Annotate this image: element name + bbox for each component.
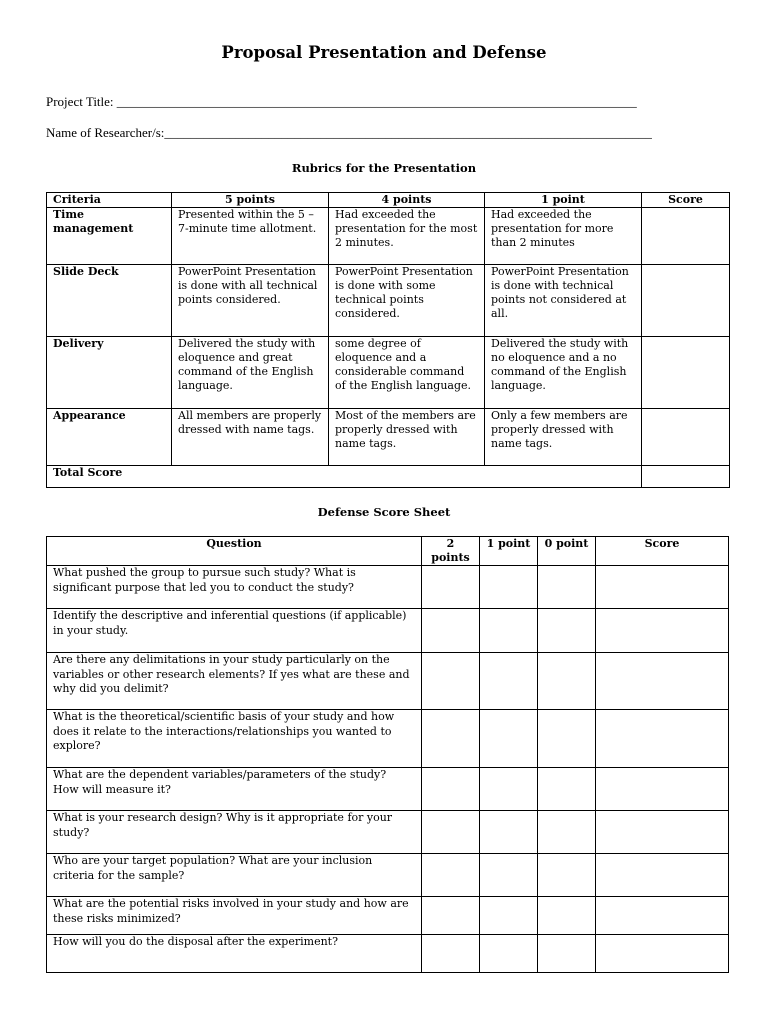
- two-points-cell[interactable]: [422, 935, 480, 973]
- header-criteria: Criteria: [47, 193, 172, 208]
- five-points-cell: Presented within the 5 – 7-minute time allotment.: [172, 208, 329, 265]
- question-row: [47, 897, 729, 935]
- criteria-cell: Slide Deck: [47, 265, 172, 337]
- five-points-cell: Delivered the study with eloquence and great command of the English language.: [172, 337, 329, 409]
- two-points-cell[interactable]: [422, 768, 480, 811]
- header-5-points: 5 points: [172, 193, 329, 208]
- header-2-points: 2 points: [422, 537, 480, 566]
- one-point-cell[interactable]: [480, 854, 538, 897]
- rubrics-table: [46, 192, 730, 488]
- score-cell[interactable]: [642, 265, 730, 337]
- four-points-cell: Most of the members are properly dressed with name tags.: [329, 409, 485, 466]
- question-row: [47, 935, 729, 973]
- score-cell[interactable]: [596, 653, 729, 710]
- four-points-cell: PowerPoint Presentation is done with some technical points considered.: [329, 265, 485, 337]
- zero-point-cell[interactable]: [538, 935, 596, 973]
- criteria-cell: Delivery: [47, 337, 172, 409]
- two-points-cell[interactable]: [422, 811, 480, 854]
- question-row: [47, 609, 729, 653]
- header-score: Score: [642, 193, 730, 208]
- defense-table: [46, 536, 729, 973]
- question-text: What are the potential risks involved in your study and how are these risks minimized?: [47, 897, 422, 935]
- two-points-cell[interactable]: [422, 897, 480, 935]
- header-0-point: 0 point: [538, 537, 596, 566]
- score-cell[interactable]: [642, 337, 730, 409]
- zero-point-cell[interactable]: [538, 710, 596, 768]
- one-point-cell[interactable]: [480, 609, 538, 653]
- two-points-cell[interactable]: [422, 653, 480, 710]
- question-row: [47, 566, 729, 609]
- score-cell[interactable]: [642, 409, 730, 466]
- document-title: Proposal Presentation and Defense: [221, 43, 547, 62]
- one-point-cell[interactable]: [480, 653, 538, 710]
- header-4-points: 4 points: [329, 193, 485, 208]
- zero-point-cell[interactable]: [538, 566, 596, 609]
- score-cell[interactable]: [596, 710, 729, 768]
- question-text: What is the theoretical/scientific basis of your study and how does it relate to the interactions/relationships you wanted to explore?: [47, 710, 422, 768]
- question-text: How will you do the disposal after the experiment?: [47, 935, 422, 973]
- question-text: What pushed the group to pursue such study? What is significant purpose that led you to conduct the study?: [47, 566, 422, 609]
- rubrics-header-row: [47, 193, 730, 208]
- one-point-cell[interactable]: [480, 935, 538, 973]
- four-points-cell: some degree of eloquence and a considerable command of the English language.: [329, 337, 485, 409]
- one-point-cell[interactable]: [480, 768, 538, 811]
- score-cell[interactable]: [596, 811, 729, 854]
- two-points-cell[interactable]: [422, 854, 480, 897]
- defense-header-row: [47, 537, 729, 566]
- rubric-row: [47, 208, 730, 265]
- score-cell[interactable]: [596, 935, 729, 973]
- criteria-cell: Time management: [47, 208, 172, 265]
- question-row: [47, 854, 729, 897]
- zero-point-cell[interactable]: [538, 811, 596, 854]
- zero-point-cell[interactable]: [538, 609, 596, 653]
- total-score-cell[interactable]: [642, 466, 730, 488]
- question-row: [47, 653, 729, 710]
- one-point-cell: Had exceeded the presentation for more than 2 minutes: [485, 208, 642, 265]
- defense-heading: Defense Score Sheet: [317, 505, 451, 519]
- question-text: Identify the descriptive and inferential questions (if applicable) in your study.: [47, 609, 422, 653]
- zero-point-cell[interactable]: [538, 768, 596, 811]
- question-row: [47, 710, 729, 768]
- score-cell[interactable]: [596, 897, 729, 935]
- rubric-row: [47, 265, 730, 337]
- five-points-cell: All members are properly dressed with name tags.: [172, 409, 329, 466]
- question-text: Who are your target population? What are your inclusion criteria for the sample?: [47, 854, 422, 897]
- question-row: [47, 811, 729, 854]
- zero-point-cell[interactable]: [538, 897, 596, 935]
- one-point-cell[interactable]: [480, 566, 538, 609]
- rubric-row: [47, 409, 730, 466]
- header-score: Score: [596, 537, 729, 566]
- rubrics-heading: Rubrics for the Presentation: [291, 161, 477, 175]
- four-points-cell: Had exceeded the presentation for the most 2 minutes.: [329, 208, 485, 265]
- one-point-cell[interactable]: [480, 811, 538, 854]
- score-cell[interactable]: [596, 566, 729, 609]
- total-score-row: [47, 466, 730, 488]
- zero-point-cell[interactable]: [538, 653, 596, 710]
- project-title-field[interactable]: Project Title: ________________________________________________________________________________: [46, 94, 637, 109]
- question-row: [47, 768, 729, 811]
- one-point-cell[interactable]: [480, 710, 538, 768]
- score-cell[interactable]: [596, 768, 729, 811]
- question-text: What are the dependent variables/parameters of the study? How will measure it?: [47, 768, 422, 811]
- one-point-cell: Only a few members are properly dressed with name tags.: [485, 409, 642, 466]
- rubric-row: [47, 337, 730, 409]
- two-points-cell[interactable]: [422, 710, 480, 768]
- header-1-point: 1 point: [485, 193, 642, 208]
- header-question: Question: [47, 537, 422, 566]
- one-point-cell[interactable]: [480, 897, 538, 935]
- zero-point-cell[interactable]: [538, 854, 596, 897]
- one-point-cell: PowerPoint Presentation is done with technical points not considered at all.: [485, 265, 642, 337]
- score-cell[interactable]: [596, 609, 729, 653]
- question-text: What is your research design? Why is it appropriate for your study?: [47, 811, 422, 854]
- two-points-cell[interactable]: [422, 566, 480, 609]
- researchers-field[interactable]: Name of Researcher/s:___________________________________________________________________________: [46, 125, 652, 140]
- total-score-label: Total Score: [47, 466, 642, 488]
- score-cell[interactable]: [596, 854, 729, 897]
- one-point-cell: Delivered the study with no eloquence and a no command of the English language.: [485, 337, 642, 409]
- criteria-cell: Appearance: [47, 409, 172, 466]
- two-points-cell[interactable]: [422, 609, 480, 653]
- score-cell[interactable]: [642, 208, 730, 265]
- header-1-point: 1 point: [480, 537, 538, 566]
- question-text: Are there any delimitations in your study particularly on the variables or other research elements? If yes what are these and why did you delimit?: [47, 653, 422, 710]
- five-points-cell: PowerPoint Presentation is done with all technical points considered.: [172, 265, 329, 337]
